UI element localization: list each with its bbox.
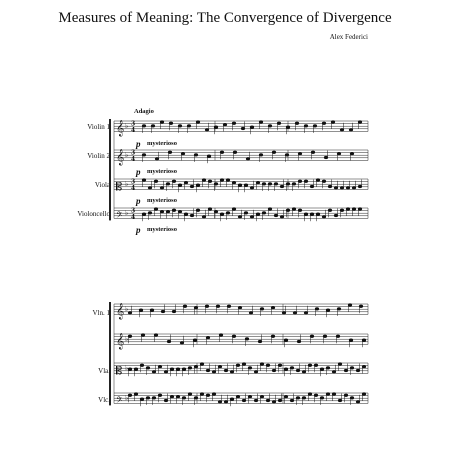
note-head — [190, 214, 193, 216]
note-head — [293, 312, 296, 314]
note-head — [214, 210, 217, 212]
note-head — [285, 154, 288, 156]
note-head — [304, 312, 307, 314]
note-head — [315, 308, 318, 310]
note-head — [332, 371, 335, 373]
note-head — [160, 121, 163, 123]
note-head — [218, 365, 221, 367]
note-head — [358, 185, 361, 187]
note-head — [295, 122, 298, 124]
note-head — [158, 365, 161, 367]
flat-icon: ♭ — [125, 122, 129, 131]
note-head — [272, 401, 275, 403]
note-head — [271, 335, 274, 337]
note-head — [298, 209, 301, 211]
note-head — [358, 208, 361, 210]
note-head — [182, 397, 185, 399]
flat-icon: ♭ — [125, 151, 129, 160]
note-head — [134, 368, 137, 370]
note-head — [316, 213, 319, 215]
note-head — [224, 369, 227, 371]
note-head — [344, 394, 347, 396]
clef-icon: 𝄢 — [116, 211, 123, 223]
time-signature: 4 — [131, 184, 136, 192]
note-head — [338, 363, 341, 365]
note-head — [232, 181, 235, 183]
expression-marking: mysterioso — [147, 168, 177, 175]
clef-icon: 𝄢 — [116, 396, 123, 408]
note-head — [154, 180, 157, 182]
note-head — [141, 334, 144, 336]
note-head — [349, 129, 352, 131]
note-head — [236, 395, 239, 397]
note-head — [205, 129, 208, 131]
note-head — [322, 122, 325, 124]
note-head — [278, 399, 281, 401]
note-head — [172, 209, 175, 211]
note-head — [170, 368, 173, 370]
expression-marking: mysterioso — [147, 197, 177, 204]
note-head — [172, 180, 175, 182]
note-head — [160, 210, 163, 212]
note-head — [268, 183, 271, 185]
note-head — [298, 152, 301, 154]
note-head — [128, 335, 131, 337]
note-head — [296, 397, 299, 399]
note-head — [148, 212, 151, 214]
note-head — [362, 365, 365, 367]
clef-icon: 𝄞 — [116, 333, 125, 350]
note-head — [311, 151, 314, 153]
time-signature: 3 — [131, 120, 136, 128]
note-head — [256, 181, 259, 183]
note-head — [169, 122, 172, 124]
note-head — [284, 368, 287, 370]
note-head — [340, 209, 343, 211]
clef-icon: 𝄞 — [116, 149, 125, 166]
note-head — [286, 183, 289, 185]
note-head — [188, 393, 191, 395]
expression-marking: mysterioso — [147, 226, 177, 233]
instrument-label-vlc: Vlc. — [98, 396, 110, 404]
note-head — [346, 208, 349, 210]
note-head — [352, 208, 355, 210]
note-head — [284, 339, 287, 341]
note-head — [241, 127, 244, 129]
note-head — [218, 401, 221, 403]
note-head — [334, 187, 337, 189]
note-head — [337, 308, 340, 310]
note-head — [356, 401, 359, 403]
note-head — [304, 213, 307, 215]
note-head — [220, 151, 223, 153]
note-head — [277, 122, 280, 124]
note-head — [140, 364, 143, 366]
flat-icon: ♭ — [125, 364, 129, 373]
note-head — [292, 183, 295, 185]
flat-icon: ♭ — [125, 180, 129, 189]
note-head — [178, 210, 181, 212]
note-head — [223, 123, 226, 125]
note-head — [350, 367, 353, 369]
note-head — [350, 397, 353, 399]
note-head — [227, 305, 230, 307]
note-head — [337, 152, 340, 154]
note-head — [302, 371, 305, 373]
note-head — [206, 336, 209, 338]
note-head — [187, 125, 190, 127]
note-head — [178, 125, 181, 127]
note-head — [176, 368, 179, 370]
note-head — [146, 397, 149, 399]
note-head — [278, 364, 281, 366]
note-head — [340, 187, 343, 189]
time-signature: 3 — [131, 178, 136, 186]
note-head — [200, 363, 203, 365]
note-head — [208, 180, 211, 182]
note-head — [268, 125, 271, 127]
note-head — [284, 395, 287, 397]
note-head — [242, 363, 245, 365]
note-head — [140, 398, 143, 400]
note-head — [205, 305, 208, 307]
note-head — [324, 156, 327, 158]
time-signature: 4 — [131, 155, 136, 163]
note-head — [184, 181, 187, 183]
note-head — [254, 399, 257, 401]
note-head — [166, 210, 169, 212]
note-head — [214, 183, 217, 185]
note-head — [139, 309, 142, 311]
note-head — [161, 310, 164, 312]
note-head — [328, 185, 331, 187]
note-head — [219, 334, 222, 336]
flat-icon: ♭ — [125, 335, 129, 344]
note-head — [340, 129, 343, 131]
note-head — [207, 155, 210, 157]
note-head — [314, 364, 317, 366]
note-head — [238, 184, 241, 186]
expression-marking: mysterioso — [147, 140, 177, 147]
note-head — [272, 151, 275, 153]
note-head — [362, 393, 365, 395]
flat-icon: ♭ — [125, 394, 129, 403]
note-head — [326, 393, 329, 395]
note-head — [154, 208, 157, 210]
note-head — [310, 213, 313, 215]
note-head — [322, 180, 325, 182]
note-head — [188, 367, 191, 369]
time-signature: 4 — [131, 213, 136, 221]
note-head — [232, 208, 235, 210]
note-head — [233, 151, 236, 153]
note-head — [160, 187, 163, 189]
note-head — [248, 395, 251, 397]
dynamic-marking: p — [136, 196, 141, 206]
note-head — [196, 209, 199, 211]
note-head — [262, 212, 265, 214]
time-signature: 4 — [131, 126, 136, 134]
note-head — [166, 183, 169, 185]
dynamic-marking: p — [136, 139, 141, 149]
note-head — [280, 185, 283, 187]
note-head — [260, 308, 263, 310]
note-head — [206, 394, 209, 396]
note-head — [256, 213, 259, 215]
note-head — [172, 310, 175, 312]
note-head — [334, 214, 337, 216]
note-head — [206, 369, 209, 371]
note-head — [250, 216, 253, 218]
note-head — [230, 371, 233, 373]
note-head — [338, 399, 341, 401]
note-head — [349, 339, 352, 341]
note-head — [142, 179, 145, 181]
note-head — [262, 183, 265, 185]
note-head — [266, 399, 269, 401]
dynamic-marking: p — [136, 225, 141, 235]
instrument-label-vln-1: Vln. 1 — [92, 309, 110, 317]
note-head — [200, 393, 203, 395]
composer-name: Alex Federici — [329, 33, 368, 41]
note-head — [196, 184, 199, 186]
note-head — [328, 209, 331, 211]
instrument-label-violin-2: Violin 2 — [87, 152, 110, 160]
flat-icon: ♭ — [125, 209, 129, 218]
note-head — [150, 309, 153, 311]
instrument-label-vla: Vla. — [98, 367, 110, 375]
note-head — [358, 121, 361, 123]
note-head — [344, 369, 347, 371]
note-head — [296, 369, 299, 371]
clef-icon: 𝄡 — [116, 364, 123, 378]
note-head — [248, 367, 251, 369]
note-head — [230, 398, 233, 400]
note-head — [158, 394, 161, 396]
note-head — [134, 393, 137, 395]
note-head — [194, 306, 197, 308]
note-head — [320, 368, 323, 370]
note-head — [352, 187, 355, 189]
note-head — [183, 305, 186, 307]
note-head — [268, 208, 271, 210]
note-head — [224, 401, 227, 403]
note-head — [154, 334, 157, 336]
note-head — [282, 312, 285, 314]
note-head — [193, 339, 196, 341]
note-head — [208, 208, 211, 210]
note-head — [220, 179, 223, 181]
note-head — [260, 395, 263, 397]
note-head — [184, 213, 187, 215]
note-head — [260, 363, 263, 365]
note-head — [304, 180, 307, 182]
note-head — [254, 371, 257, 373]
note-head — [178, 184, 181, 186]
note-head — [249, 312, 252, 314]
note-head — [350, 152, 353, 154]
note-head — [238, 216, 241, 218]
dynamic-marking: p — [136, 167, 141, 177]
note-head — [164, 371, 167, 373]
note-head — [152, 371, 155, 373]
flat-icon: ♭ — [125, 305, 129, 314]
note-head — [244, 184, 247, 186]
note-head — [280, 216, 283, 218]
note-head — [359, 305, 362, 307]
note-head — [259, 154, 262, 156]
note-head — [272, 369, 275, 371]
note-head — [292, 208, 295, 210]
note-head — [180, 342, 183, 344]
note-head — [128, 368, 131, 370]
note-head — [148, 187, 151, 189]
note-head — [259, 121, 262, 123]
time-signature: 3 — [131, 207, 136, 215]
note-head — [298, 180, 301, 182]
note-head — [216, 305, 219, 307]
note-head — [142, 213, 145, 215]
note-head — [323, 335, 326, 337]
note-head — [151, 125, 154, 127]
note-head — [168, 151, 171, 153]
note-head — [232, 335, 235, 337]
note-head — [196, 121, 199, 123]
note-head — [336, 335, 339, 337]
note-head — [226, 179, 229, 181]
note-head — [176, 395, 179, 397]
piece-title: Measures of Meaning: The Convergence of Divergence — [58, 10, 392, 26]
note-head — [258, 340, 261, 342]
note-head — [128, 312, 131, 314]
note-head — [220, 213, 223, 215]
note-head — [320, 397, 323, 399]
note-head — [226, 212, 229, 214]
note-head — [238, 306, 241, 308]
note-head — [304, 125, 307, 127]
note-head — [242, 399, 245, 401]
note-head — [314, 394, 317, 396]
note-head — [250, 187, 253, 189]
note-head — [346, 187, 349, 189]
clef-icon: 𝄞 — [116, 303, 125, 320]
note-head — [202, 179, 205, 181]
note-head — [322, 216, 325, 218]
note-head — [212, 393, 215, 395]
clef-icon: 𝄞 — [116, 120, 125, 137]
note-head — [302, 397, 305, 399]
note-head — [214, 126, 217, 128]
note-head — [326, 367, 329, 369]
note-head — [194, 154, 197, 156]
note-head — [190, 185, 193, 187]
note-head — [167, 340, 170, 342]
note-head — [313, 125, 316, 127]
note-head — [246, 158, 249, 160]
tempo-marking: Adagio — [134, 108, 154, 115]
note-head — [245, 338, 248, 340]
instrument-label-violoncello: Violoncello — [77, 210, 110, 218]
note-head — [142, 154, 145, 156]
note-head — [308, 364, 311, 366]
note-head — [236, 364, 239, 366]
note-head — [290, 367, 293, 369]
note-head — [297, 340, 300, 342]
note-head — [142, 125, 145, 127]
note-head — [194, 365, 197, 367]
note-head — [271, 306, 274, 308]
note-head — [332, 393, 335, 395]
note-head — [362, 339, 365, 341]
note-head — [244, 212, 247, 214]
note-head — [331, 121, 334, 123]
note-head — [232, 122, 235, 124]
note-head — [155, 158, 158, 160]
note-head — [316, 179, 319, 181]
note-head — [146, 367, 149, 369]
note-head — [356, 369, 359, 371]
note-head — [274, 214, 277, 216]
note-head — [310, 185, 313, 187]
note-head — [286, 126, 289, 128]
note-head — [250, 126, 253, 128]
note-head — [348, 304, 351, 306]
clef-icon: 𝄡 — [116, 180, 123, 194]
note-head — [310, 335, 313, 337]
note-head — [290, 399, 293, 401]
instrument-label-viola: Viola — [94, 181, 110, 189]
note-head — [194, 397, 197, 399]
note-head — [128, 394, 131, 396]
note-head — [170, 395, 173, 397]
note-head — [182, 368, 185, 370]
note-head — [286, 209, 289, 211]
note-head — [152, 397, 155, 399]
note-head — [326, 309, 329, 311]
note-head — [181, 152, 184, 154]
note-head — [202, 216, 205, 218]
note-head — [164, 399, 167, 401]
time-signature: 3 — [131, 149, 136, 157]
note-head — [212, 371, 215, 373]
note-head — [308, 393, 311, 395]
note-head — [274, 183, 277, 185]
note-head — [266, 364, 269, 366]
instrument-label-violin-1: Violin 1 — [87, 123, 110, 131]
